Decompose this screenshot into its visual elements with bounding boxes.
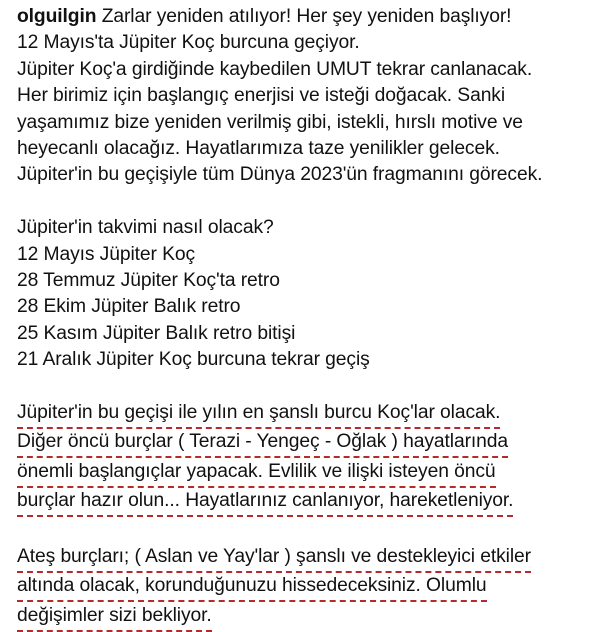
paragraph-gap — [17, 518, 590, 544]
caption-line: yaşamımız bize yeniden verilmiş gibi, istekli, hırslı motive ve — [17, 111, 523, 133]
underlined-text: Jüpiter'in bu geçişi ile yılın en şanslı burcu Koç'lar olacak. — [17, 401, 500, 429]
caption-line: heyecanlı olacağız. Hayatlarımıza taze yenilikler gelecek. — [17, 138, 500, 160]
underlined-text: değişimler sizi bekliyor. — [17, 604, 212, 632]
underlined-text: burçlar hazır olun... Hayatlarınız canlanıyor, hareketleniyor. — [17, 489, 513, 517]
calendar-item: 28 Ekim Jüpiter Balık retro — [17, 296, 241, 318]
caption-line: 12 Mayıs'ta Jüpiter Koç burcuna geçiyor. — [17, 32, 360, 54]
underlined-line — [17, 488, 590, 517]
calendar-item: 25 Kasım Jüpiter Balık retro bitişi — [17, 322, 296, 344]
caption-line: Jüpiter'in bu geçişiyle tüm Dünya 2023'ün fragmanını görecek. — [17, 164, 543, 186]
caption-line: Her birimiz için başlangıç enerjisi ve isteği doğacak. Sanki — [17, 85, 506, 107]
underlined-line — [17, 400, 590, 429]
calendar-item: 28 Temmuz Jüpiter Koç'ta retro — [17, 270, 280, 292]
underlined-text: Diğer öncü burçlar ( Terazi - Yengeç - Oğlak ) hayatlarında — [17, 430, 508, 458]
username[interactable]: olguilgin — [17, 6, 97, 27]
calendar-title: Jüpiter'in takvimi nasıl olacak? — [17, 217, 274, 239]
paragraph-gap — [17, 189, 590, 215]
caption-line: Jüpiter Koç'a girdiğinde kaybedilen UMUT tekrar canlanacak. — [17, 58, 533, 80]
underlined-line — [17, 459, 590, 488]
underlined-text: altında olacak, korunduğunuzu hissedeceksiniz. Olumlu — [17, 574, 487, 602]
paragraph-gap — [17, 374, 590, 400]
calendar-item: 21 Aralık Jüpiter Koç burcuna tekrar geçiş — [17, 349, 370, 371]
intro-text: Zarlar yeniden atılıyor! Her şey yeniden başlıyor! — [101, 6, 512, 27]
caption-line — [17, 4, 590, 30]
underlined-text: önemli başlangıçlar yapacak. Evlilik ve ilişki isteyen öncü — [17, 460, 496, 488]
underlined-text: Ateş burçları; ( Aslan ve Yay'lar ) şanslı ve destekleyici etkiler — [17, 545, 531, 573]
underlined-line — [17, 603, 590, 632]
underlined-line — [17, 429, 590, 458]
calendar-item: 12 Mayıs Jüpiter Koç — [17, 243, 196, 265]
underlined-line — [17, 573, 590, 602]
underlined-line — [17, 544, 590, 573]
